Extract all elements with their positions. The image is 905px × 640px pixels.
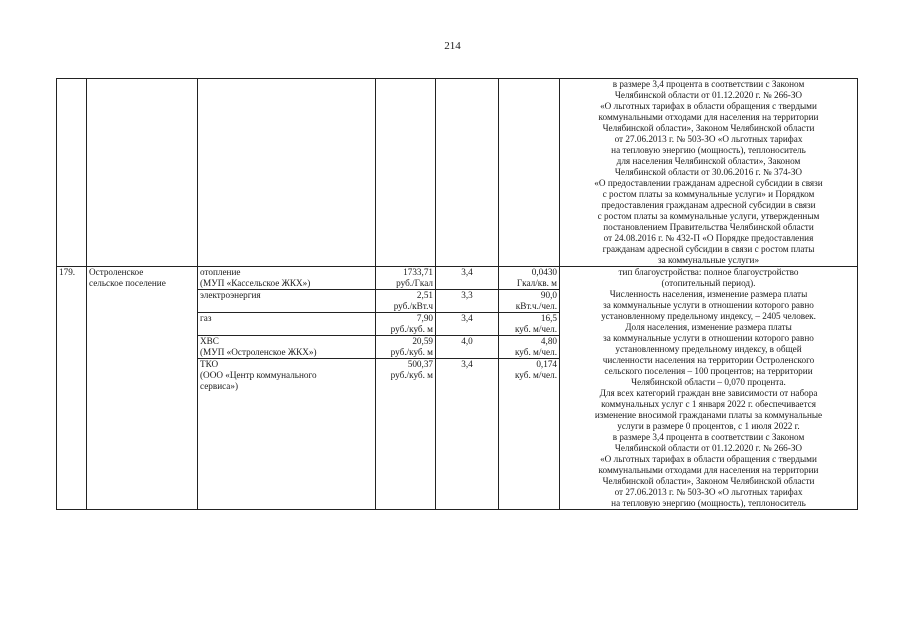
tariff-value: руб./куб. м [390, 370, 433, 380]
description-line: Челябинской области от 30.06.2016 г. № 374-ЗО [614, 167, 803, 177]
norm-value: куб. м/чел. [514, 370, 557, 380]
service-name-block [198, 267, 375, 290]
norm-value: кВт.ч./чел. [515, 301, 557, 311]
percent-value-block [436, 290, 498, 313]
description-line: гражданам адресной субсидии в связи с ростом платы [602, 244, 815, 254]
service-name-block [198, 359, 375, 392]
percent-value [436, 278, 498, 289]
service-name: ТКО [200, 359, 219, 369]
percent-value [436, 347, 498, 358]
cell-norm [499, 79, 560, 267]
tariff-value: руб./кВт.ч [393, 301, 433, 311]
description-line: за коммунальные услуги в отношении которого равно [603, 333, 814, 343]
tariff-value-block [376, 359, 435, 392]
service-name-block [198, 290, 375, 313]
norm-value-block [499, 336, 559, 359]
norm-value: куб. м/чел. [514, 347, 557, 357]
tariff-value: 7,90 [416, 313, 433, 323]
description-line: коммунальных услуг с 1 января 2022 г. обеспечивается [601, 399, 816, 409]
percent-value [436, 301, 498, 312]
tariff-value: 2,51 [416, 290, 433, 300]
description-line: установленному предельному индексу, в общей [615, 344, 802, 354]
description-line: за коммунальные услуги» [657, 255, 760, 265]
service-name: сервиса») [200, 381, 239, 391]
percent-value: 4,0 [461, 336, 473, 346]
tariff-value: руб./Гкал [396, 278, 433, 288]
description-line: на тепловую энергию (мощность), теплоноситель [611, 498, 806, 508]
description-line: Челябинской области», Законом Челябинской области [602, 476, 815, 486]
tariff-value: руб./куб. м [390, 324, 433, 334]
percent-column [436, 267, 499, 510]
description-line: установленному предельному индексу, – 2405 человек. [601, 311, 816, 321]
service-name: отопление [200, 267, 241, 277]
percent-value-block [436, 313, 498, 336]
tariff-value: 1733,71 [403, 267, 433, 277]
description-line: для населения Челябинской области», Законом [616, 156, 801, 166]
norm-value-block [499, 267, 559, 290]
percent-value [436, 324, 498, 335]
description-line: предоставления гражданам адресной субсидии в связи [601, 200, 816, 210]
norm-value: 0,0430 [531, 267, 557, 277]
description-line: сельского поселения – 100 процентов; на территории [604, 366, 813, 376]
norm-value-block [499, 313, 559, 336]
percent-value: 3,4 [461, 313, 473, 323]
tariff-value [376, 381, 435, 392]
description-line: с ростом платы за коммунальные услуги, утвержденным [597, 211, 820, 221]
description-line: услуги в размере 0 процентов, с 1 июля 2022 г. [617, 421, 800, 431]
description-line: коммунальными отходами для населения на территории [598, 112, 819, 122]
service-name: электроэнергия [200, 290, 261, 300]
service-name: (МУП «Кассельское ЖКХ») [200, 278, 311, 288]
percent-value [436, 381, 498, 392]
percent-value-block [436, 336, 498, 359]
description-line: Челябинской области – 0,070 процента. [631, 377, 786, 387]
description-line: (отопительный период). [661, 278, 756, 288]
table-row-179 [57, 267, 858, 510]
tariff-value: руб./куб. м [390, 347, 433, 357]
percent-value: 3,4 [461, 267, 473, 277]
service-name: (МУП «Остроленское ЖКХ») [200, 347, 317, 357]
service-name [198, 324, 375, 335]
description-line: от 24.08.2016 г. № 432-П «О Порядке предоставления [603, 233, 814, 243]
description-line: Челябинской области от 01.12.2020 г. № 266-ЗО [614, 443, 803, 453]
norm-value [499, 381, 559, 392]
norm-value: 90,0 [540, 290, 557, 300]
description-line: изменение вносимой гражданами платы за коммунальные [594, 410, 823, 420]
description-line: «О предоставлении гражданам адресной субсидии в связи [594, 178, 823, 188]
service-name: газ [200, 313, 212, 323]
percent-value: 3,3 [461, 290, 473, 300]
cell-settlement [87, 79, 198, 267]
service-name-block [198, 336, 375, 359]
row-179-description [560, 267, 858, 510]
description-line: Челябинской области», Законом Челябинской области [602, 123, 815, 133]
tariff-value-block [376, 290, 435, 313]
tariff-table [56, 78, 858, 510]
norm-value: 4,80 [540, 336, 557, 346]
description-line: за коммунальные услуги в отношении которого равно [603, 300, 814, 310]
percent-value-block [436, 267, 498, 290]
description-line: от 27.06.2013 г. № 503-ЗО «О льготных тарифах [614, 487, 803, 497]
description-line: в размере 3,4 процента в соответствии с Законом [612, 432, 805, 442]
tariff-value: 500,37 [407, 359, 433, 369]
description-line: «О льготных тарифах в области обращения с твердыми [600, 101, 817, 111]
percent-value-block [436, 359, 498, 392]
description-line: численности населения на территории Остроленского [602, 355, 815, 365]
settlement-name: Остроленское сельское поселение [87, 267, 198, 510]
norm-column [499, 267, 560, 510]
description-line: Численность населения, изменение размера платы [609, 289, 808, 299]
page-number: 214 [444, 40, 461, 52]
description-line: коммунальными отходами для населения на территории [598, 465, 819, 475]
service-column [198, 267, 376, 510]
percent-value: 3,4 [461, 359, 473, 369]
cell-service [198, 79, 376, 267]
description-line: от 27.06.2013 г. № 503-ЗО «О льготных тарифах [614, 134, 803, 144]
cell-tariff [376, 79, 436, 267]
service-name: (ООО «Центр коммунального [200, 370, 317, 380]
norm-value-block [499, 290, 559, 313]
tariff-value: 20,59 [412, 336, 433, 346]
service-name: ХВС [200, 336, 219, 346]
service-name [198, 301, 375, 312]
description-line: постановлением Правительства Челябинской области [603, 222, 814, 232]
percent-value [436, 370, 498, 381]
description-line: тип благоустройства: полное благоустройство [618, 267, 799, 277]
norm-value: куб. м/чел. [514, 324, 557, 334]
description-line: «О льготных тарифах в области обращения с твердыми [600, 454, 817, 464]
service-name-block [198, 313, 375, 336]
table-row-continued [57, 79, 858, 267]
tariff-value-block [376, 267, 435, 290]
cell-description [560, 79, 858, 267]
description-line: Доля населения, изменение размера платы [625, 322, 792, 332]
description-line: на тепловую энергию (мощность), теплоноситель [611, 145, 806, 155]
cell-percent [436, 79, 499, 267]
description-line: с ростом платы за коммунальные услуги» и Порядком [602, 189, 815, 199]
tariff-value-block [376, 313, 435, 336]
description-line: в размере 3,4 процента в соответствии с Законом [612, 79, 805, 89]
norm-value: Гкал/кв. м [516, 278, 557, 288]
norm-value-block [499, 359, 559, 392]
norm-value: 16,5 [540, 313, 557, 323]
tariff-value-block [376, 336, 435, 359]
tariff-column [376, 267, 436, 510]
description-line: Челябинской области от 01.12.2020 г. № 266-ЗО [614, 90, 803, 100]
norm-value: 0,174 [536, 359, 557, 369]
description-line: Для всех категорий граждан вне зависимости от набора [599, 388, 818, 398]
cell-number [57, 79, 87, 267]
row-number: 179. [57, 267, 87, 510]
